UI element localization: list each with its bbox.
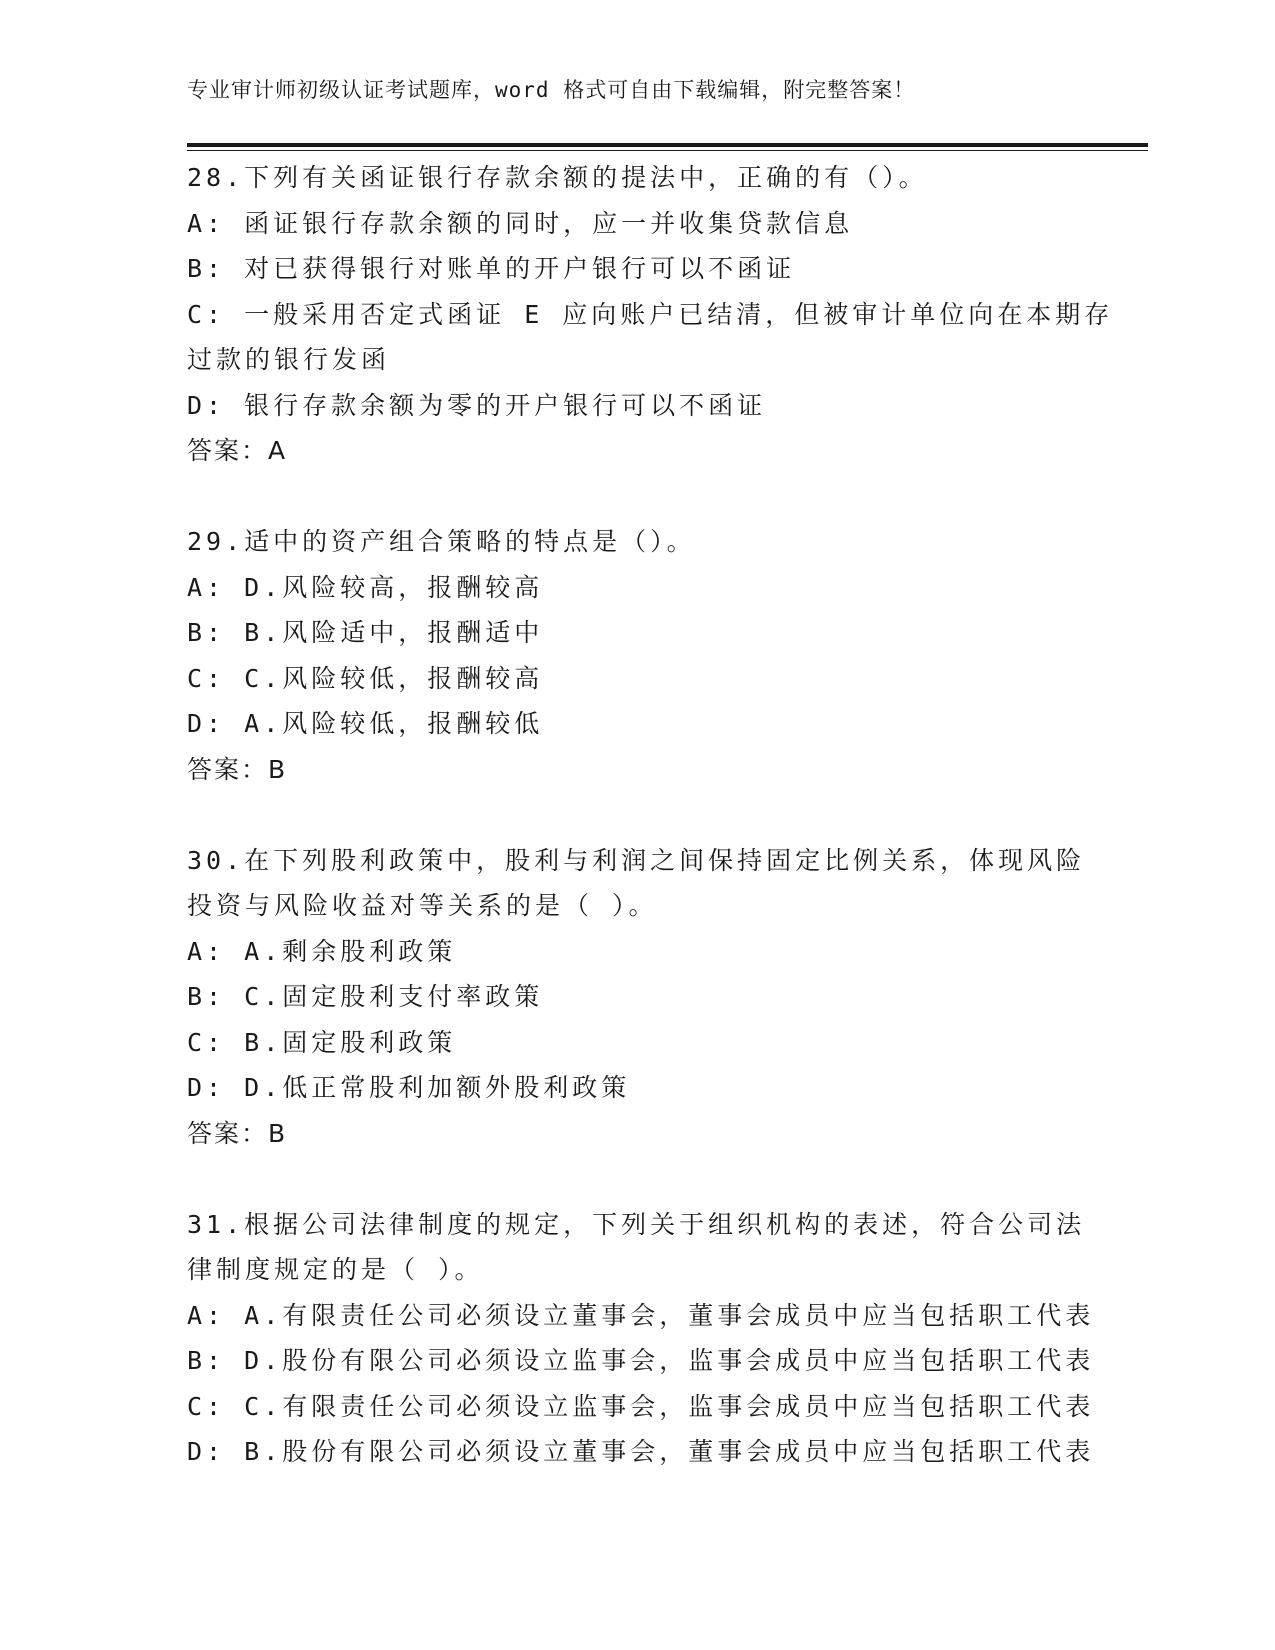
option-b: B: C.固定股利支付率政策 [187, 982, 544, 1011]
page-header: 专业审计师初级认证考试题库，word 格式可自由下载编辑，附完整答案！ [187, 78, 916, 102]
option-c: C: C.风险较低，报酬较高 [187, 663, 544, 693]
option-c: C: B.固定股利政策 [187, 1027, 457, 1057]
option-c: C: C.有限责任公司必须设立监事会，监事会成员中应当包括职工代表 [187, 1391, 1095, 1421]
question-stem: 30.在下列股利政策中，股利与利润之间保持固定比例关系，体现风险 [187, 845, 1086, 875]
answer: 答案：A [187, 436, 288, 465]
option-d: D: D.低正常股利加额外股利政策 [187, 1073, 631, 1102]
question-list [187, 155, 1114, 1475]
option-b: B: B.风险适中，报酬适中 [187, 618, 544, 647]
question-stem: 31.根据公司法律制度的规定，下列关于组织机构的表述，符合公司法 [187, 1209, 1086, 1239]
option-d: D: B.股份有限公司必须设立董事会，董事会成员中应当包括职工代表 [187, 1437, 1095, 1466]
question-stem-continued: 律制度规定的是（ ）。 [187, 1255, 484, 1284]
header-rule-thick [187, 143, 1148, 147]
option-c: C: 一般采用否定式函证 E 应向账户已结清，但被审计单位向在本期存 [187, 299, 1114, 329]
header-rule-thin [187, 150, 1148, 151]
option-b: B: 对已获得银行对账单的开户银行可以不函证 [187, 254, 796, 283]
question-29 [187, 519, 1067, 792]
spacer [187, 1156, 1067, 1202]
question-30 [187, 838, 1086, 1157]
option-a: A: A.有限责任公司必须设立董事会，董事会成员中应当包括职工代表 [187, 1300, 1095, 1330]
spacer [187, 474, 1067, 520]
answer: 答案：B [187, 754, 288, 784]
option-c-continued: 过款的银行发函 [187, 345, 391, 374]
option-d: D: 银行存款余额为零的开户银行可以不函证 [187, 390, 767, 420]
question-28 [187, 155, 1114, 474]
option-a: A: D.风险较高，报酬较高 [187, 572, 544, 602]
option-b: B: D.股份有限公司必须设立监事会，监事会成员中应当包括职工代表 [187, 1346, 1095, 1375]
question-stem: 28.下列有关函证银行存款余额的提法中，正确的有（）。 [187, 163, 928, 192]
answer: 答案：B [187, 1118, 288, 1148]
question-stem: 29.适中的资产组合策略的特点是（）。 [187, 527, 696, 556]
option-a: A: A.剩余股利政策 [187, 936, 457, 966]
question-31 [187, 1202, 1095, 1475]
option-d: D: A.风险较低，报酬较低 [187, 709, 544, 738]
option-a: A: 函证银行存款余额的同时，应一并收集贷款信息 [187, 208, 854, 238]
spacer [187, 792, 1067, 838]
question-stem-continued: 投资与风险收益对等关系的是（ ）。 [187, 891, 658, 920]
